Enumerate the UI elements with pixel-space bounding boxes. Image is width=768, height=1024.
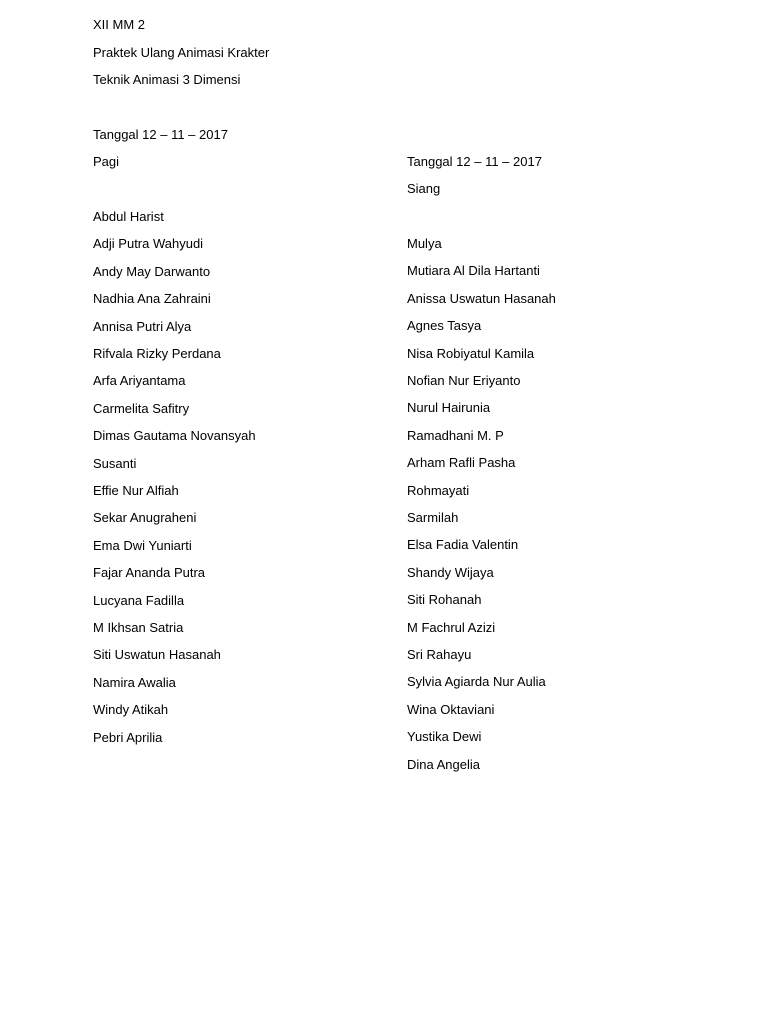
afternoon-student-name: Elsa Fadia Valentin [407, 537, 519, 553]
afternoon-student-name: Ramadhani M. P [407, 427, 504, 443]
morning-student-name: Annisa Putri Alya [93, 318, 192, 334]
morning-student-name: Siti Uswatun Hasanah [93, 647, 221, 663]
morning-student-name: Fajar Ananda Putra [93, 565, 206, 581]
morning-student-name: Adji Putra Wahyudi [93, 236, 204, 252]
morning-student-name: Ema Dwi Yuniarti [93, 537, 192, 553]
morning-student-name: Abdul Harist [93, 209, 164, 224]
afternoon-student-name: Anissa Uswatun Hasanah [407, 290, 556, 306]
afternoon-student-name: Arham Rafli Pasha [407, 455, 516, 471]
morning-student-name: Lucyana Fadilla [93, 592, 185, 608]
afternoon-student-name: M Fachrul Azizi [407, 619, 496, 635]
morning-student-name: Arfa Ariyantama [93, 373, 186, 389]
morning-student-name: Susanti [93, 455, 137, 471]
morning-student-name: M Ikhsan Satria [93, 620, 184, 635]
morning-student-name: Carmelita Safitry [93, 400, 190, 416]
afternoon-student-name: Nurul Hairunia [407, 400, 491, 416]
morning-student-name: Rifvala Rizky Perdana [93, 346, 221, 361]
afternoon-student-name: Siti Rohanah [407, 592, 482, 608]
subject-title: Teknik Animasi 3 Dimensi [93, 72, 241, 87]
morning-student-name: Andy May Darwanto [93, 263, 211, 279]
morning-student-name: Pebri Aprilia [93, 729, 163, 745]
morning-student-name: Effie Nur Alfiah [93, 483, 179, 498]
afternoon-student-name: Dina Angelia [407, 756, 480, 772]
afternoon-student-name: Sarmilah [407, 510, 459, 525]
afternoon-student-name: Wina Oktaviani [407, 701, 495, 717]
afternoon-student-name: Sylvia Agiarda Nur Aulia [407, 674, 546, 690]
afternoon-student-name: Mutiara Al Dila Hartanti [407, 263, 540, 279]
afternoon-student-name: Sri Rahayu [407, 647, 472, 662]
morning-student-name: Windy Atikah [93, 702, 169, 718]
morning-date: Tanggal 12 – 11 – 2017 [93, 127, 228, 142]
afternoon-student-name: Rohmayati [407, 482, 470, 498]
afternoon-student-name: Nisa Robiyatul Kamila [407, 345, 535, 361]
afternoon-student-name: Agnes Tasya [407, 318, 482, 334]
afternoon-student-name: Nofian Nur Eriyanto [407, 373, 521, 388]
class-name: XII MM 2 [93, 17, 146, 32]
afternoon-date: Tanggal 12 – 11 – 2017 [407, 154, 542, 169]
morning-student-name: Sekar Anugraheni [93, 510, 197, 526]
afternoon-student-name: Shandy Wijaya [407, 564, 494, 580]
morning-student-name: Namira Awalia [93, 674, 176, 690]
morning-student-name: Dimas Gautama Novansyah [93, 428, 256, 444]
activity-title: Praktek Ulang Animasi Krakter [93, 45, 270, 60]
afternoon-student-name: Mulya [407, 236, 442, 251]
morning-session-label: Pagi [93, 154, 120, 169]
afternoon-student-name: Yustika Dewi [407, 729, 482, 745]
afternoon-session-label: Siang [407, 181, 441, 196]
morning-student-name: Nadhia Ana Zahraini [93, 291, 211, 307]
